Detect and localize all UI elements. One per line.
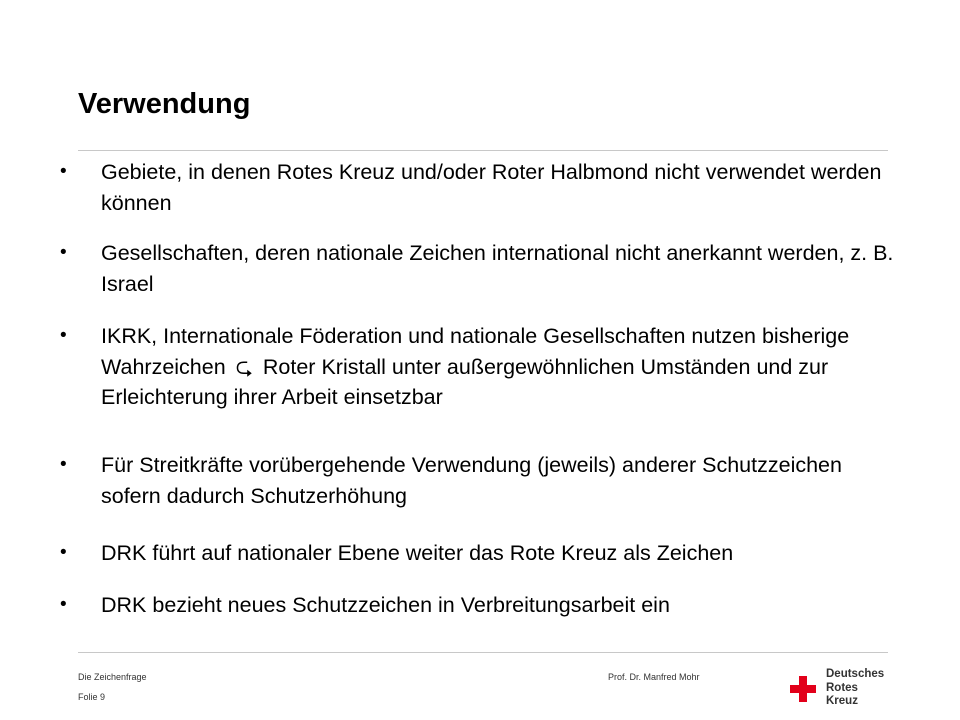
- bullet-dot-icon: •: [60, 594, 67, 615]
- drk-logo: [790, 668, 890, 710]
- bullet-text-with-arrow: [60, 321, 900, 413]
- bullet-item: [60, 157, 900, 218]
- bullet-dot-icon: •: [60, 454, 67, 475]
- bullet-dot-icon: •: [60, 242, 67, 263]
- bullet-text: DRK bezieht neues Schutzzeichen in Verbreitungsarbeit ein: [101, 593, 670, 617]
- bullet-dot-icon: •: [60, 161, 67, 182]
- bullet-item: [60, 321, 900, 413]
- bullet-dot-icon: •: [60, 542, 67, 563]
- bullet-item: [60, 238, 900, 299]
- bullet-item: [60, 538, 900, 569]
- bullet-text-before: IKRK, Internationale Föderation und nationale Gesellschaften nutzen bisherige Wahrzeichen: [101, 324, 850, 379]
- title-divider: [78, 150, 888, 151]
- bullet-text: DRK führt auf nationaler Ebene weiter das Rote Kreuz als Zeichen: [101, 541, 734, 565]
- bullet-text: Für Streitkräfte vorübergehende Verwendung (jeweils) anderer Schutzzeichen sofern dadurch Schutzerhöhung: [101, 453, 842, 508]
- page-title: Verwendung: [78, 88, 251, 120]
- footer-author: Prof. Dr. Manfred Mohr: [608, 672, 700, 682]
- logo-wordmark: [826, 668, 884, 709]
- red-cross-icon: [790, 676, 816, 702]
- bullet-text: Gesellschaften, deren nationale Zeichen international nicht anerkannt werden, z. B. Israel: [101, 241, 894, 296]
- logo-line: Deutsches: [826, 668, 885, 680]
- logo-line: Kreuz: [826, 695, 858, 707]
- bullet-item: [60, 590, 900, 621]
- red-cross-bar-vertical: [799, 676, 807, 702]
- footer-slide-number: Folie 9: [78, 692, 106, 702]
- logo-line: Rotes: [826, 681, 858, 694]
- bullet-text-after: Roter Kristall unter außergewöhnlichen Umständen und zur Erleichterung ihrer Arbeit einsetzbar: [101, 354, 829, 409]
- footer-divider: [78, 652, 888, 653]
- right-hook-arrow-icon: ⮎: [235, 354, 253, 379]
- bullet-dot-icon: •: [60, 325, 67, 346]
- bullet-text: Gebiete, in denen Rotes Kreuz und/oder Roter Halbmond nicht verwendet werden können: [101, 160, 882, 215]
- footer-topic: Die Zeichenfrage: [78, 672, 147, 682]
- bullet-item: [60, 450, 900, 511]
